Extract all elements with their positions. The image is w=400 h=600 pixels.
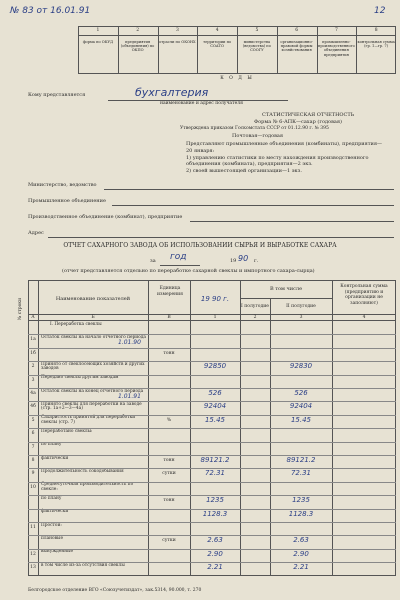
footer-text: Белгородское отделение ВГО «Союзучетиздат», зак.5314, 90.000, т. 270 [28,588,202,593]
header-incl: В том числе [269,286,303,292]
row-separator [28,388,396,389]
report-subtitle: (отчет представляется отдельно по переработке сахарной свеклы и импортного сахара-сырца) [62,268,315,274]
row-value-year: 1128.3 [202,509,228,518]
codes-col-label: форма по ОКУД [82,40,114,44]
header-control: Контрольная сумма (предприятию и организации не заполняют) [340,284,388,306]
year-handwritten-2: 90 [238,254,249,263]
codes-footer: К О Д Ы [220,76,254,81]
row-number: 12 [30,551,36,557]
row-value-h2: 92830 [289,362,313,371]
index-cell: 3 [299,314,303,320]
field-ministry: Министерство, ведомство [28,182,97,188]
codes-num-sep [78,35,396,36]
addressee-sub: наименование и адрес получателя [160,101,243,106]
row-separator [28,562,396,563]
field-production-association: Производственное объединение (комбинат), предприятие [28,214,183,220]
codes-col-number: 6 [295,28,299,33]
row-number: 3 [31,377,35,383]
codes-col-number: 2 [136,28,140,33]
row-name: I. Переработка свеклы [50,321,102,327]
row-value-h2: 2.21 [293,563,309,572]
codes-col-label: промышленно-производственного объединения предприятия [317,40,355,57]
codes-col-label: министерства (ведомства) по СООГУ [242,40,271,53]
row-name: Остаток свеклы на начало отчетного периода [41,334,146,340]
row-name: по плану [41,495,62,501]
row-unit: % [166,417,172,423]
row-separator [28,442,396,443]
row-value-year: 2.63 [207,536,223,545]
row-name: Принято от свеклосеющих хозяйств и других заводов [41,361,145,372]
instruction-1: Представляют промышленные объединения (комбинаты), предприятия— [186,141,383,147]
row-value-h2: 15.45 [290,415,312,424]
handwritten-register-number: № 83 от 16.01.91 [10,6,91,16]
row-name: Переработано свеклы: [41,428,93,434]
row-name: Передано свеклы другим заводам [41,375,119,381]
row-value-year: 2.90 [207,549,223,558]
row-number: 9 [31,471,35,477]
codes-col-number: 3 [175,28,179,33]
row-value-year: 92850 [203,362,227,371]
addressee-label: Кому представляется [28,92,86,98]
instruction-4: 2) своей вышестоящей организации—1 экз. [186,168,302,174]
row-number: 6 [31,431,35,437]
row-number: 13 [30,565,36,571]
row-number: 4а [30,391,36,396]
row-value-h2: 2.90 [293,549,309,558]
row-number: 7 [31,444,35,450]
row-name: Принято свеклы для переработки на заводе (стр. 1а+2—3—4а) [41,401,142,412]
header-name: Наименование показателей [55,296,131,302]
row-number: 10 [30,484,36,490]
codes-col-number: 1 [96,28,100,33]
row-number: 5 [31,417,35,423]
row-value-year: 15.45 [204,415,226,424]
row-separator [28,522,396,523]
field-production-association-line [190,221,394,222]
codes-col-number: 7 [334,28,338,33]
row-name: Простои: [41,522,62,528]
field-ministry-line [104,189,394,190]
row-name: Сахаристость принятой для переработки свеклы (стр. 7) [41,415,136,425]
row-separator [28,509,396,510]
codes-col-label: контрольная сумма (гр. 1—гр. 7) [357,40,395,49]
codes-col-number: 4 [215,28,219,33]
row-value-h2: 1128.3 [288,509,314,518]
year-line [160,265,200,266]
row-number: 4б [30,404,36,410]
row-separator [28,415,396,416]
row-separator [28,549,396,550]
stat-line-4: Почтовая—годовая [232,133,284,139]
row-name: плановые [41,535,63,541]
index-cell: Б [91,314,95,320]
stat-line-1: СТАТИСТИЧЕСКАЯ ОТЧЕТНОСТЬ [262,112,355,118]
row-separator [28,348,396,349]
row-name: вынужденные [41,549,74,555]
row-unit: тонн [163,458,175,463]
header-unit: Единица измерения [157,286,183,297]
addressee-value: бухгалтерия [135,86,209,99]
row-value-h2: 526 [294,389,308,397]
row-number: 1б [30,350,36,356]
index-cell: 1 [213,314,217,320]
index-cell: 4 [362,314,366,320]
row-separator [28,482,396,483]
codes-col-label: организационно-правовой формы хозяйствования [280,40,313,53]
row-unit: тонн [163,498,175,504]
row-name: Остаток свеклы на конец отчетного периода [41,388,144,394]
row-value-year: 72.31 [204,469,226,478]
row-value-year: 92404 [203,402,227,411]
year-printed: 19 [230,258,237,264]
row-name: Среднесуточная производительность по свекле: [41,482,134,492]
row-separator [28,334,396,335]
row-value-h2: 72.31 [290,469,312,478]
row-separator [28,455,396,456]
header-incl-sep [240,298,332,299]
row-name: в том числе из-за отсутствия свеклы [41,562,125,568]
row-value-year: 526 [208,389,222,397]
index-cell: А [31,314,35,320]
row-name: фактически [41,509,69,515]
row-name: фактически [41,455,69,461]
idx-bottom [28,320,396,321]
row-unit: тонн [163,350,175,356]
field-industrial-association: Промышленное объединение [28,198,106,204]
row-number: 8 [31,458,35,463]
row-value-h2: 89121.2 [286,456,316,464]
row-unit: сутки [162,471,176,477]
row-separator [28,361,396,362]
row-number: 1а [30,337,36,343]
header-row-num: № строки [18,297,23,320]
page-number: 12 [374,6,386,16]
field-address: Адрес [28,230,44,236]
row-value-year: 89121.2 [200,456,230,464]
row-separator [28,468,396,469]
row-value-year: 2.21 [207,563,223,572]
codes-col-number: 8 [374,28,378,33]
year-label-right: г. [254,258,259,264]
year-handwritten: год [170,252,187,262]
row-number: 2 [31,364,35,370]
instruction-2: 20 января: [186,148,215,154]
row-value-year: 1235 [206,496,224,505]
stat-line-2: Форма № 6-АПК—сахар (годовая) [254,119,342,125]
index-cell: В [167,314,171,320]
row-value-h2: 2.63 [293,536,309,545]
row-name-handwritten: 1.01.90 [118,339,141,347]
field-address-line [48,237,394,238]
header-p2: II полугодие [286,304,316,309]
header-p1: I полугодие [241,304,269,309]
row-separator [28,375,396,376]
instruction-3: 1) управлению статистики по месту нахождения производственного объединения (комбината), предприятия—2 экз. [186,155,369,167]
row-separator [28,495,396,496]
row-name: по плану [41,442,62,448]
codes-col-label: предприятия (объединения) по ОКПО [120,40,155,53]
year-label-left: за [150,258,156,264]
row-name-handwritten: 1.01.91 [118,393,141,400]
report-title: ОТЧЕТ САХАРНОГО ЗАВОДА ОБ ИСПОЛЬЗОВАНИИ СЫРЬЯ И ВЫРАБОТКЕ САХАРА [63,242,337,249]
row-separator [28,535,396,536]
row-unit: сутки [162,538,176,544]
codes-col-label: территории по СОАТО [203,40,232,49]
row-separator [28,428,396,429]
codes-col-number: 5 [255,28,259,33]
row-number: 11 [30,525,36,530]
stat-line-3: Утверждена приказом Госкомстата СССР от 01.12.90 г. № 395 [180,126,329,131]
row-separator [28,401,396,402]
field-industrial-association-line [112,205,394,206]
col-sep-5 [270,298,271,576]
row-name: Продолжительность сокодобывания [41,468,124,474]
row-value-h2: 1235 [292,496,310,505]
index-cell: 2 [253,314,257,320]
row-value-h2: 92404 [289,402,313,411]
header-year: 19 90 г. [200,295,230,303]
codes-col-label: отрасли по ОКОНХ [159,40,196,44]
